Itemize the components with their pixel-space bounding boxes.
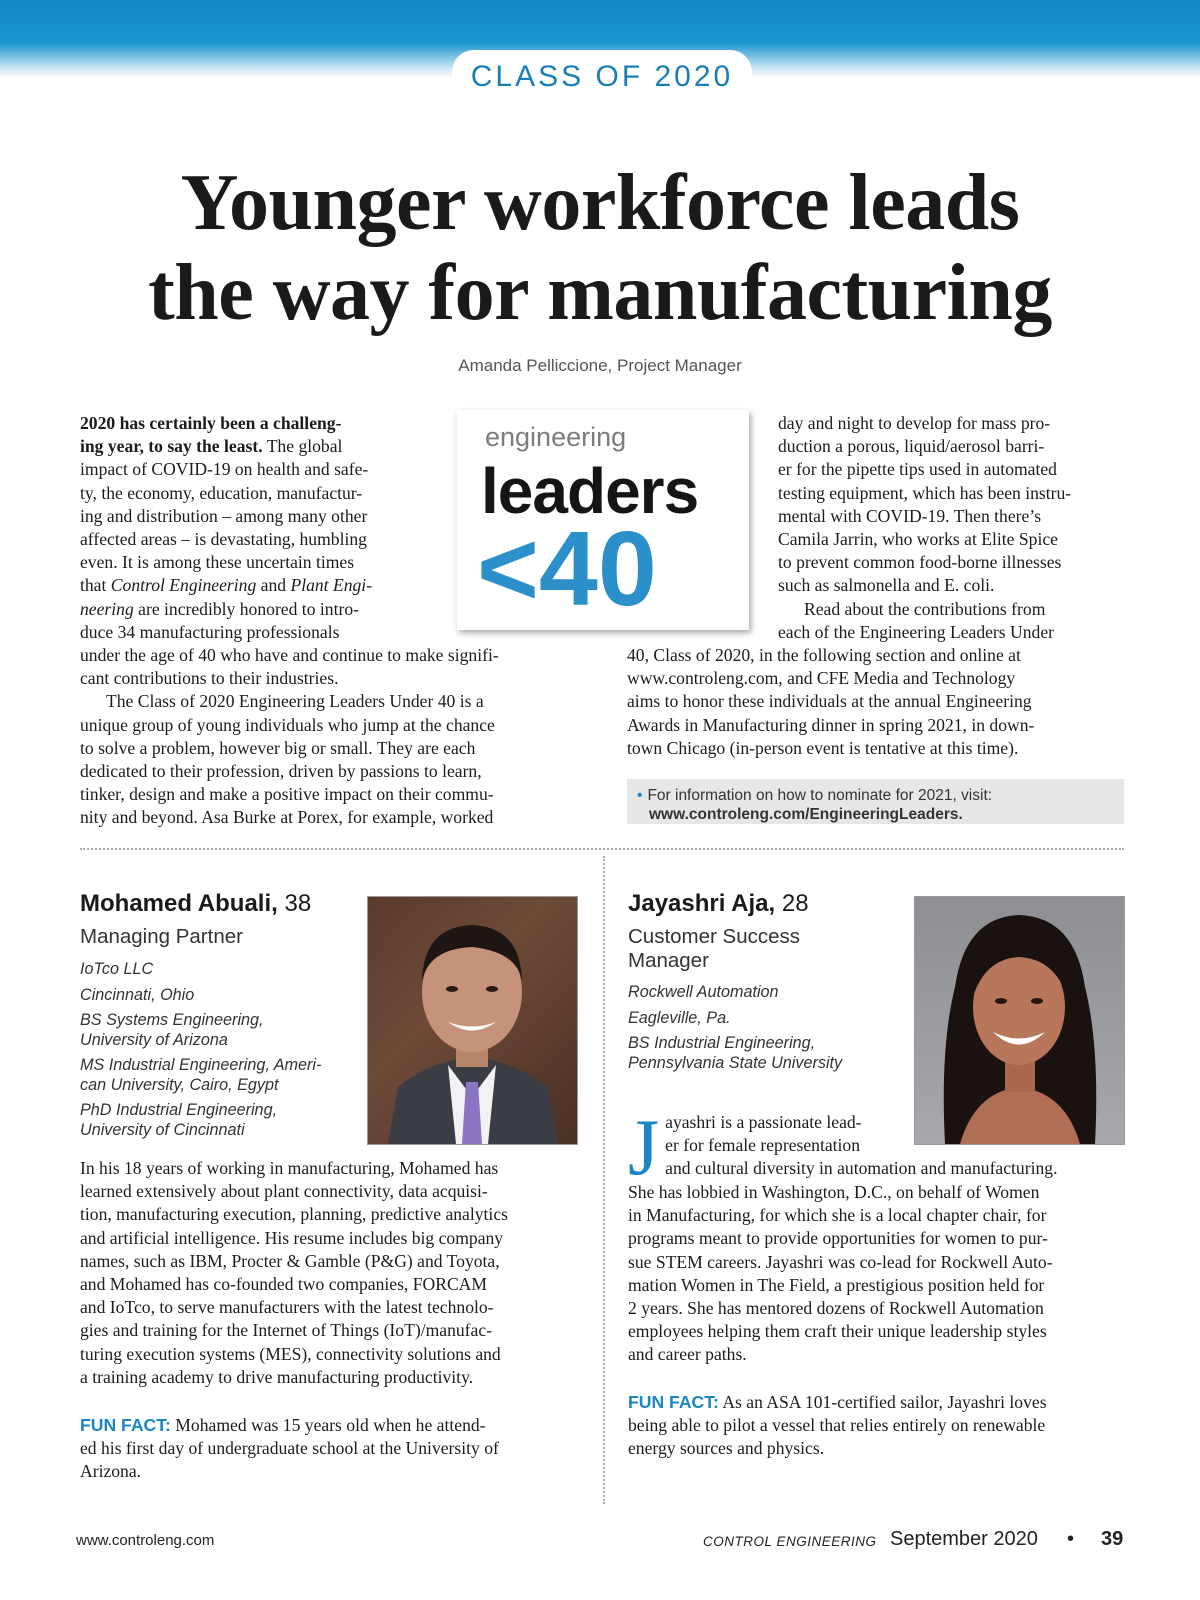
profile-education: Pennsylvania State University: [628, 1053, 843, 1072]
intro-line: day and night to develop for mass pro-: [778, 413, 1051, 433]
fun-fact-line: Mohamed was 15 years old when he attend-: [170, 1415, 486, 1435]
profile-location: Cincinnati, Ohio: [80, 985, 195, 1004]
nomination-info-box: [627, 779, 1124, 824]
headline-line-2: the way for manufacturing: [148, 249, 1052, 337]
profile-title-line: Customer Success: [628, 925, 801, 948]
profile-title: [80, 925, 243, 949]
bio-line: tion, manufacturing execution, planning, predictive analytics: [80, 1204, 508, 1225]
bio-line: In his 18 years of working in manufacturing, Mohamed has: [80, 1158, 499, 1178]
intro-line: The Class of 2020 Engineering Leaders Under 40 is a: [106, 691, 484, 712]
profile-name: [628, 890, 809, 918]
profile-education: PhD Industrial Engineering,: [80, 1101, 278, 1119]
profile-title: [628, 925, 800, 973]
intro-line: ing and distribution – among many other: [80, 505, 368, 526]
fun-fact-line: being able to pilot a vessel that relies entirely on renewable: [628, 1415, 1046, 1436]
section-label: CLASS OF 2020: [470, 60, 734, 93]
intro-col1-wide: [80, 644, 590, 830]
fun-fact-line: ed his first day of undergraduate school at the University of: [80, 1438, 499, 1459]
bio-line: in Manufacturing, for which she is a local chapter chair, for: [628, 1205, 1047, 1226]
intro-line: that: [80, 575, 111, 596]
fun-fact-line: energy sources and physics.: [628, 1438, 825, 1459]
profile-bio: [80, 1157, 590, 1389]
profile-title-line: Managing Partner: [80, 925, 243, 948]
intro-line: mental with COVID-19. Then there’s: [778, 505, 1042, 526]
bullet-icon: •: [637, 787, 643, 804]
fun-fact: [628, 1391, 1128, 1461]
publication-name: Control Engineering: [110, 575, 257, 596]
bio-line: a training academy to drive manufacturing productivity.: [80, 1366, 474, 1387]
fun-fact: [80, 1414, 590, 1484]
logo-text-leaders: leaders: [481, 455, 699, 527]
section-tab: [452, 50, 752, 106]
intro-line: impact of COVID-19 on health and safe-: [80, 459, 369, 480]
byline: Amanda Pelliccione, Project Manager: [458, 356, 742, 375]
profile-name: [80, 890, 311, 918]
intro-line: er for the pipette tips used in automated: [778, 459, 1057, 480]
bio-line: names, such as IBM, Procter & Gamble (P&G) and Toyota,: [80, 1250, 500, 1271]
horizontal-divider: [80, 848, 1124, 850]
intro-line: dedicated to their profession, driven by passions to learn,: [80, 761, 482, 782]
bio-line: and IoTco, to serve manufacturers with the latest technolo-: [80, 1297, 494, 1318]
profile-age: 28: [775, 890, 809, 917]
intro-line: aims to honor these individuals at the annual Engineering: [627, 691, 1032, 712]
bio-line: gies and training for the Internet of Things (IoT)/manufac-: [80, 1320, 493, 1341]
profile-company: IoTco LLC: [80, 960, 154, 978]
intro-line: tinker, design and make a positive impact on their commu-: [80, 784, 494, 805]
profile-photo-mohamed: [367, 896, 578, 1145]
fun-fact-line: Arizona.: [80, 1461, 142, 1482]
profile-photo-jayashri: [914, 896, 1125, 1145]
bio-line: turing execution systems (MES), connectivity solutions and: [80, 1343, 501, 1364]
drop-cap: J: [628, 1104, 660, 1192]
profile-details: [80, 960, 360, 1146]
profile-education: can University, Cairo, Egypt: [80, 1075, 279, 1094]
page-number: 39: [1101, 1528, 1124, 1550]
lead-bold-1: 2020 has certainly been a challeng-: [80, 413, 342, 433]
intro-line: to prevent common food-borne illnesses: [778, 552, 1062, 573]
intro-line: 40, Class of 2020, in the following section and online at: [627, 645, 1021, 665]
logo-text-under-40: <40: [477, 510, 657, 628]
intro-line: cant contributions to their industries.: [80, 668, 339, 689]
profile-name-text: Mohamed Abuali,: [80, 890, 278, 917]
profile-title-line: Manager: [628, 949, 709, 972]
profile-details: [628, 983, 908, 1079]
profile-company: Rockwell Automation: [628, 983, 779, 1001]
fun-fact-label: FUN FACT:: [628, 1392, 719, 1412]
footer-date: September 2020: [890, 1528, 1038, 1550]
intro-line: Camila Jarrin, who works at Elite Spice: [778, 529, 1058, 550]
intro-line: affected areas – is devastating, humbling: [80, 529, 367, 550]
intro-col2-each: [778, 621, 1128, 644]
bio-line: ayashri is a passionate lead-: [665, 1112, 862, 1132]
fun-fact-label: FUN FACT:: [80, 1415, 171, 1435]
profile-education: University of Arizona: [80, 1030, 228, 1049]
portrait-woman-icon: [915, 897, 1124, 1144]
info-text: For information on how to nominate for 2021, visit:: [647, 787, 993, 804]
portrait-man-icon: [368, 897, 577, 1144]
profile-name-text: Jayashri Aja,: [628, 890, 776, 917]
intro-line: duction a porous, liquid/aerosol barri-: [778, 436, 1045, 457]
profile-bio: [628, 1104, 1128, 1367]
footer-website[interactable]: www.controleng.com: [76, 1532, 215, 1549]
intro-line: www.controleng.com, and CFE Media and Technology: [627, 668, 1016, 689]
intro-line: testing equipment, which has been instru-: [778, 482, 1072, 503]
intro-line: The global: [262, 436, 343, 457]
intro-line: Read about the contributions from: [804, 598, 1046, 619]
intro-line: town Chicago (in-person event is tentative at this time).: [627, 737, 1019, 758]
fun-fact-line: As an ASA 101-certified sailor, Jayashri loves: [718, 1392, 1047, 1412]
bio-line: er for female representation: [665, 1135, 861, 1156]
profile-age: 38: [277, 890, 312, 917]
publication-name: neering: [80, 598, 134, 619]
footer-publication: CONTROL ENGINEERING: [703, 1534, 877, 1549]
intro-col1-narrow: [80, 412, 430, 644]
lead-bold-2: ing year, to say the least.: [80, 436, 263, 457]
intro-col2-narrow: [778, 412, 1128, 621]
bio-line: and cultural diversity in automation and manufacturing.: [665, 1158, 1058, 1179]
engineering-leaders-logo: [457, 410, 749, 630]
bio-line: and artificial intelligence. His resume includes big company: [80, 1227, 504, 1248]
intro-line: each of the Engineering Leaders Under: [778, 622, 1054, 642]
bio-line: and career paths.: [628, 1344, 747, 1365]
bio-line: She has lobbied in Washington, D.C., on behalf of Women: [628, 1182, 1040, 1202]
intro-line: duce 34 manufacturing professionals: [80, 621, 340, 642]
headline: [0, 158, 1200, 338]
footer-bullet: •: [1067, 1528, 1075, 1550]
intro-line: such as salmonella and E. coli.: [778, 575, 995, 596]
bio-line: learned extensively about plant connectivity, data acquisi-: [80, 1181, 488, 1202]
intro-line: nity and beyond. Asa Burke at Porex, for example, worked: [80, 807, 494, 828]
intro-line: are incredibly honored to intro-: [133, 598, 359, 619]
logo-text-engineering: engineering: [485, 422, 627, 452]
profile-education: University of Cincinnati: [80, 1120, 245, 1139]
intro-line: unique group of young individuals who jump at the chance: [80, 714, 495, 735]
intro-line: ty, the economy, education, manufactur-: [80, 482, 363, 503]
bio-line: programs meant to provide opportunities for women to pur-: [628, 1228, 1048, 1249]
intro-line: and: [256, 575, 291, 596]
intro-line: even. It is among these uncertain times: [80, 552, 355, 573]
bio-line: and Mohamed has co-founded two companies, FORCAM: [80, 1274, 488, 1295]
profile-education: MS Industrial Engineering, Ameri-: [80, 1056, 322, 1074]
profile-location: Eagleville, Pa.: [628, 1008, 731, 1027]
profile-education: BS Industrial Engineering,: [628, 1034, 816, 1052]
intro-line: to solve a problem, however big or small. They are each: [80, 737, 476, 758]
vertical-divider: [603, 856, 605, 1504]
publication-name: Plant Engi-: [290, 575, 373, 596]
headline-line-1: Younger workforce leads: [180, 159, 1020, 247]
intro-line: under the age of 40 who have and continue to make signifi-: [80, 645, 499, 665]
nomination-link[interactable]: www.controleng.com/EngineeringLeaders.: [649, 806, 963, 823]
bio-line: 2 years. She has mentored dozens of Rockwell Automation: [628, 1298, 1044, 1319]
bio-line: employees helping them craft their unique leadership styles: [628, 1321, 1047, 1342]
bio-line: sue STEM careers. Jayashri was co-lead for Rockwell Auto-: [628, 1251, 1053, 1272]
bio-line: mation Women in The Field, a prestigious position held for: [628, 1274, 1045, 1295]
intro-line: Awards in Manufacturing dinner in spring 2021, in down-: [627, 714, 1035, 735]
intro-col2-wide: [627, 644, 1127, 760]
profile-education: BS Systems Engineering,: [80, 1011, 264, 1029]
